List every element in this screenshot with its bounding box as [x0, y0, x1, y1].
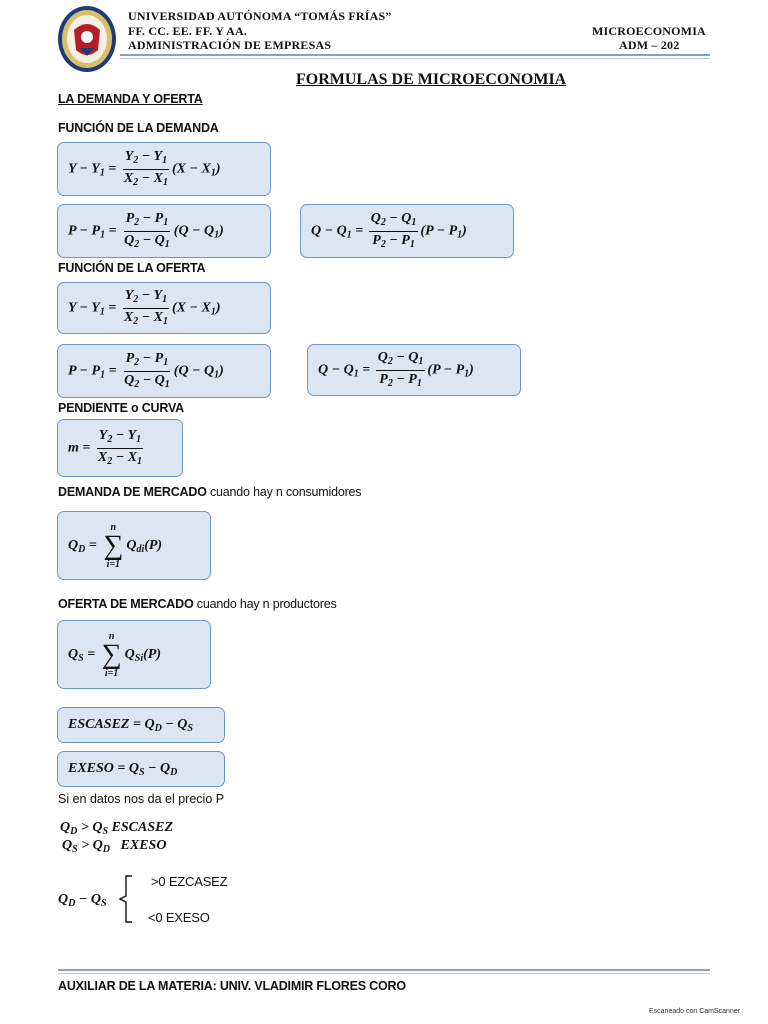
demand-quantity-formula: $Q - Q_1$ = $\frac{Q_2 - Q_1}{P_2 - P_1}$ $(P - P_1)$	[311, 210, 467, 250]
section-market-demand	[58, 485, 361, 499]
exeso-formula-box	[57, 751, 225, 787]
escasez-formula-box	[57, 707, 225, 743]
supply-line-formula: $Y - Y_1$ = $\frac{Y_2 - Y_1}{X_2 - X_1}$ $(X - X_1)$	[68, 287, 221, 327]
supply-line-formula-box	[57, 282, 271, 334]
condition-exeso: $Q_S > Q_D$ EXESO	[62, 838, 167, 855]
section-slope: PENDIENTE o CURVA	[58, 401, 185, 415]
demand-line-formula: $Y - Y_1$ = $\frac{Y_2 - Y_1}{X_2 - X_1}$ $(X - X_1)$	[68, 148, 221, 188]
condition-escasez: $Q_D > Q_S$ ESCASEZ	[60, 820, 173, 837]
supply-price-formula-box	[57, 344, 271, 398]
slope-formula-box	[57, 419, 183, 477]
exeso-formula-text: EXESO = Q	[68, 760, 139, 776]
escasez-formula: ESCASEZ = $Q_D - Q_S$	[68, 716, 193, 734]
scanner-watermark: Escaneado con CamScanner	[649, 1008, 741, 1015]
market-demand-bold: DEMANDA DE MERCADO	[58, 485, 207, 499]
market-demand-formula-box	[57, 511, 211, 580]
university-name: UNIVERSIDAD AUTÓNOMA “TOMÁS FRÍAS”	[128, 9, 392, 23]
career-name: ADMINISTRACIÓN DE EMPRESAS	[128, 38, 332, 52]
supply-price-formula: $P - P_1$ = $\frac{P_2 - P_1}{Q_2 - Q_1}$ $(Q - Q_1)$	[68, 350, 224, 390]
footer-rule	[58, 969, 710, 971]
section-demand-supply: LA DEMANDA Y OFERTA	[58, 92, 203, 106]
footer-auxiliar: AUXILIAR DE LA MATERIA: UNIV. VLADIMIR FLORES CORO	[58, 979, 406, 993]
footer-rule-thin	[58, 973, 710, 974]
supply-quantity-formula: $Q - Q_1$ = $\frac{Q_2 - Q_1}{P_2 - P_1}$ $(P - P_1)$	[318, 349, 474, 389]
market-demand-rest: cuando hay n consumidores	[206, 485, 362, 499]
demand-price-formula-box	[57, 204, 271, 258]
supply-quantity-formula-box	[307, 344, 521, 396]
page-title: FORMULAS DE MICROECONOMIA	[296, 71, 567, 88]
difference-positive: >0 EZCASEZ	[151, 874, 228, 889]
left-brace-icon	[118, 874, 136, 924]
escasez-formula-text: ESCASEZ = Q	[68, 716, 155, 732]
market-demand-formula: $Q_D$ = n ∑ i=1 $Q_{di}(P)$	[68, 521, 163, 570]
faculty-name: FF. CC. EE. FF. Y AA.	[128, 24, 248, 38]
market-supply-formula-box	[57, 620, 211, 689]
market-supply-rest: cuando hay n productores	[193, 597, 337, 611]
market-supply-formula: $Q_S$ = n ∑ i=1 $Q_{Si}(P)$	[68, 630, 161, 679]
condition-exeso-label: EXESO	[120, 838, 167, 853]
difference-negative: <0 EXESO	[148, 910, 210, 925]
university-seal	[56, 4, 118, 74]
header-rule	[120, 54, 710, 56]
section-market-supply	[58, 597, 337, 611]
subject-name: MICROECONOMIA	[592, 24, 706, 38]
difference-expression: $Q_D - Q_S$	[58, 892, 107, 909]
condition-escasez-label: ESCASEZ	[111, 820, 173, 835]
demand-quantity-formula-box	[300, 204, 514, 258]
header-rule-thin	[120, 58, 710, 59]
price-note: Si en datos nos da el precio P	[58, 792, 225, 806]
subject-code: ADM – 202	[619, 38, 680, 52]
section-demand-function: FUNCIÓN DE LA DEMANDA	[58, 121, 219, 135]
section-supply-function: FUNCIÓN DE LA OFERTA	[58, 261, 206, 275]
slope-formula: m = $\frac{Y_2 - Y_1}{X_2 - X_1}$	[68, 427, 143, 467]
market-supply-bold: OFERTA DE MERCADO	[58, 597, 194, 611]
demand-line-formula-box	[57, 142, 271, 196]
demand-price-formula: $P - P_1$ = $\frac{P_2 - P_1}{Q_2 - Q_1}$ $(Q - Q_1)$	[68, 210, 224, 250]
exeso-formula: EXESO = $Q_S - Q_D$	[68, 760, 178, 778]
